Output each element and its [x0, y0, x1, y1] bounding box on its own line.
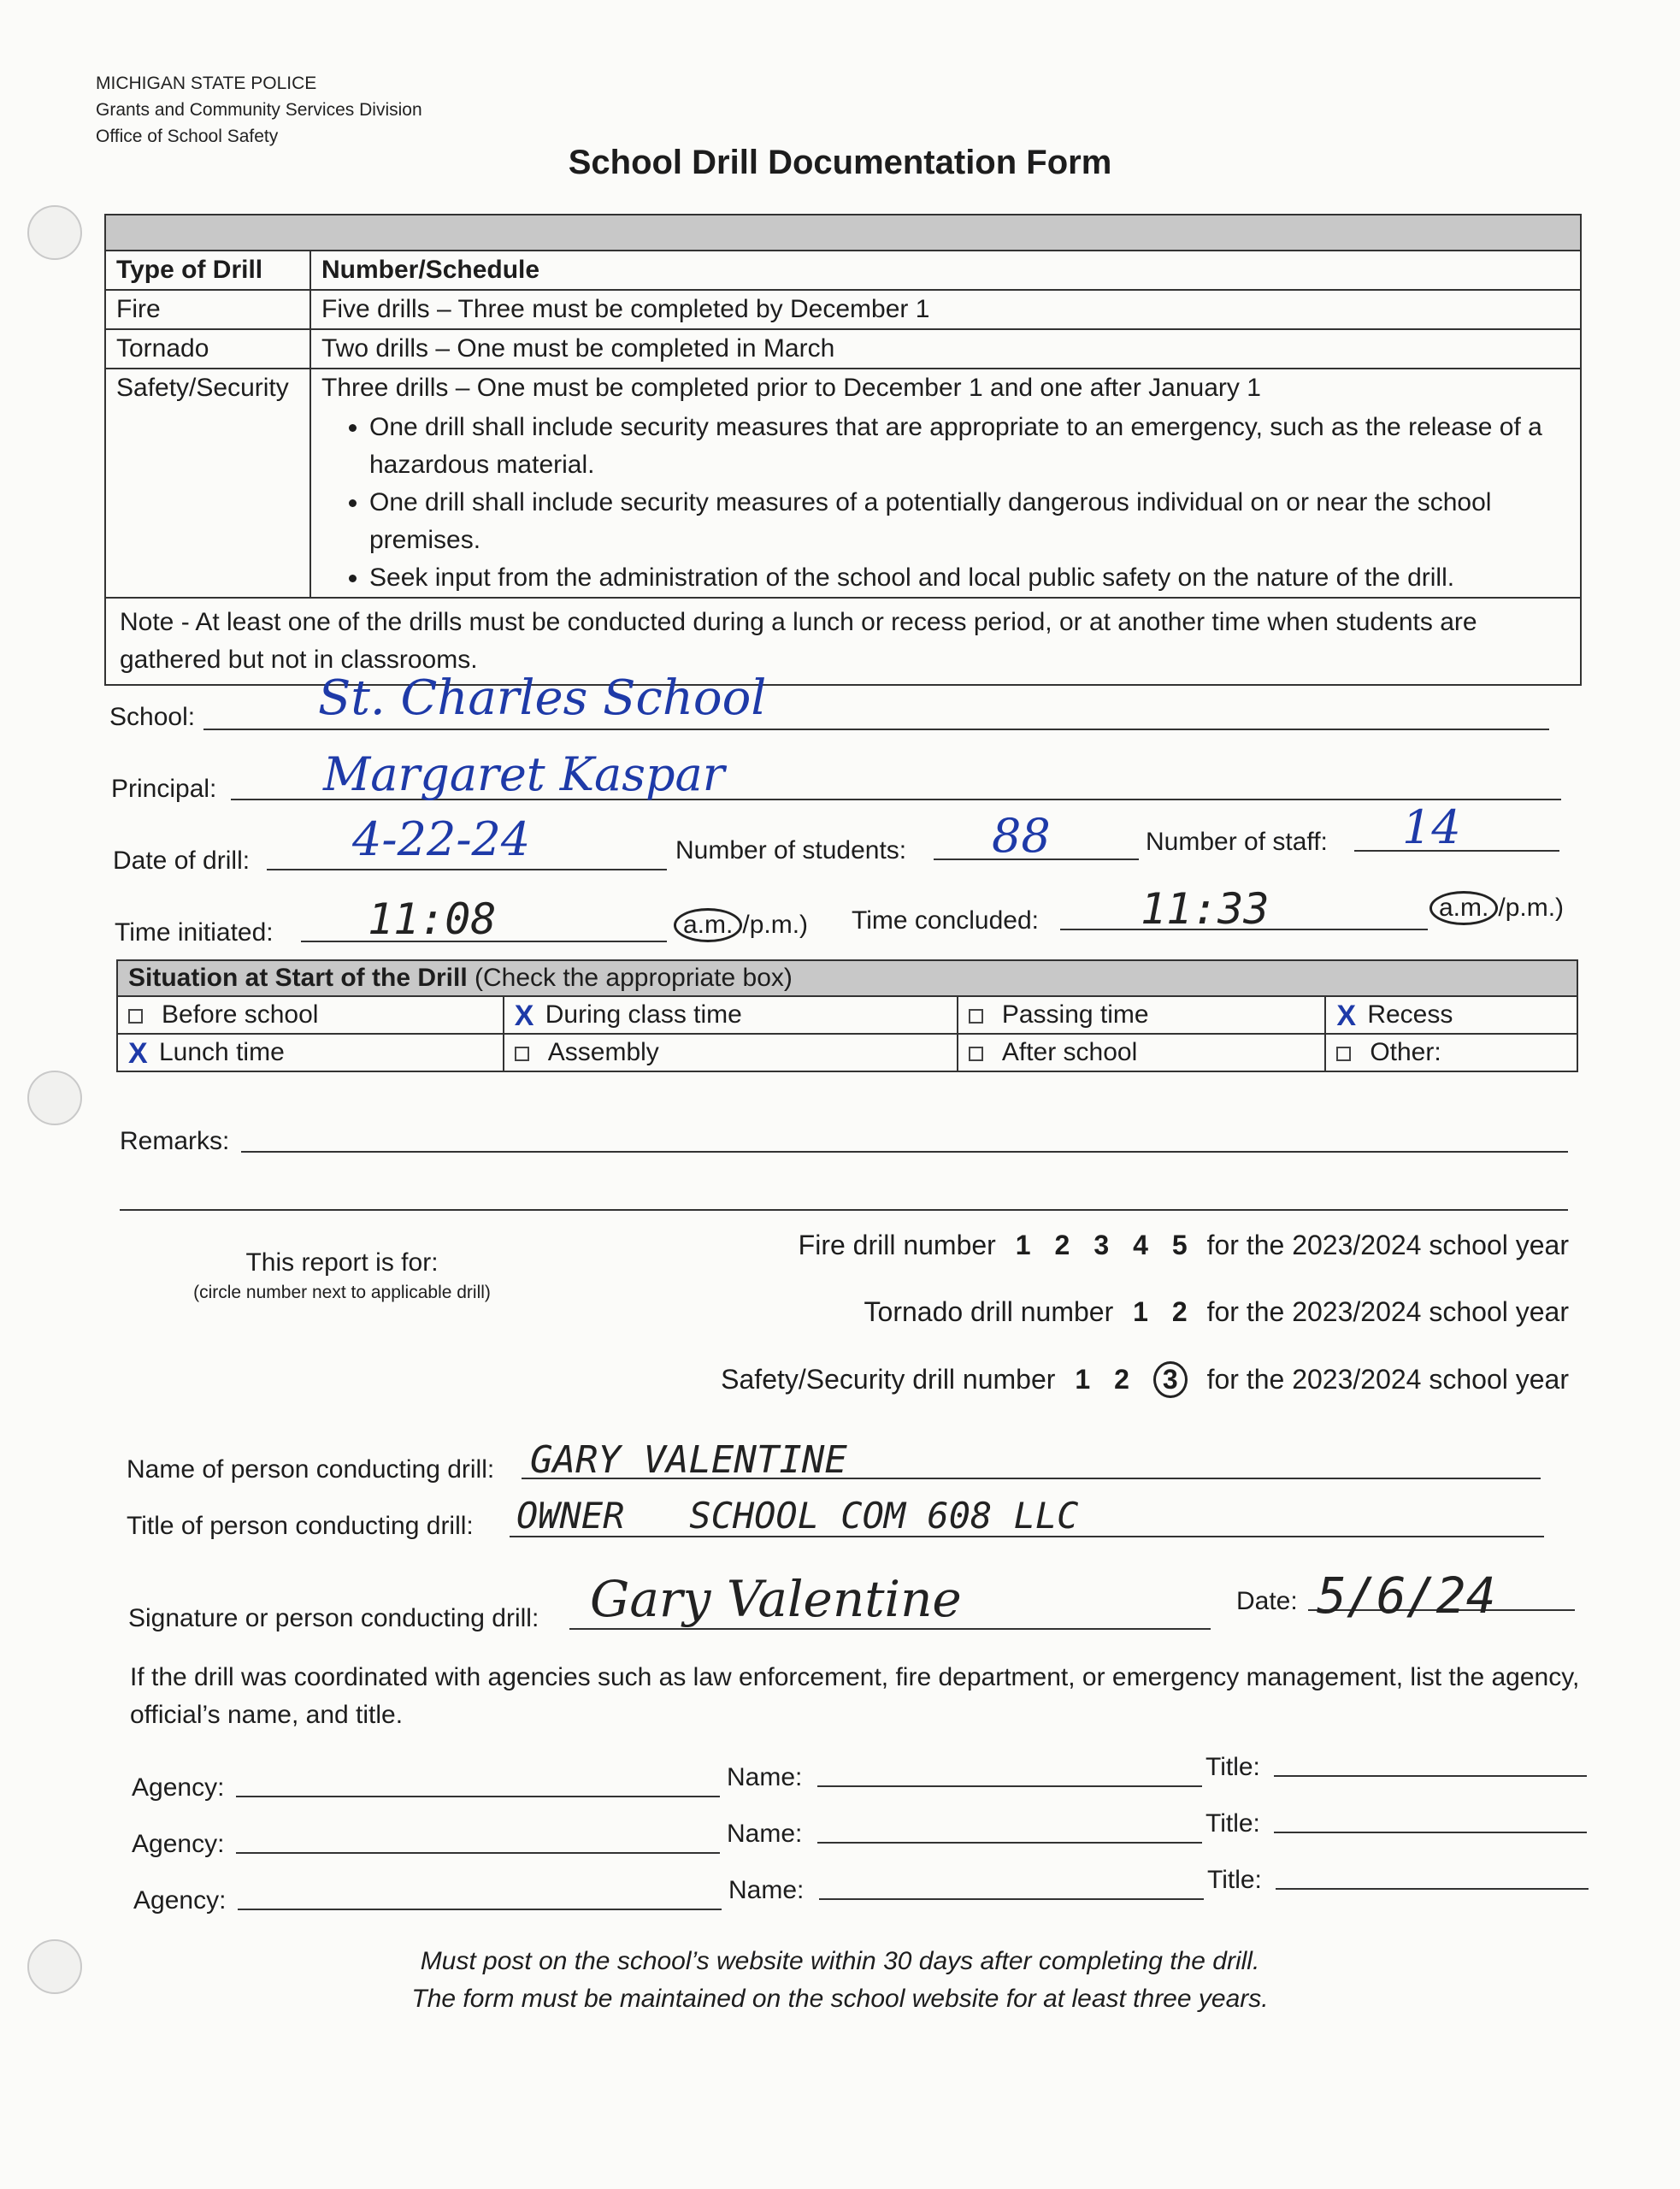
title-line-2[interactable]: [1274, 1832, 1587, 1833]
table-row: [105, 369, 1581, 598]
punch-hole-top: [27, 205, 82, 260]
school-label: School:: [109, 703, 196, 731]
agency-line-2[interactable]: [236, 1852, 720, 1854]
conductor-name-label: Name of person conducting drill:: [127, 1455, 495, 1484]
drill-type: Safety/Security: [105, 369, 310, 598]
am-circled[interactable]: a.m.: [674, 908, 742, 942]
fire-drill-row: Fire drill number 1 2 3 4 5 for the 2023/2024 school year: [798, 1230, 1569, 1260]
option-recess[interactable]: X Recess: [1325, 996, 1577, 1034]
safety-num-2[interactable]: 2: [1114, 1364, 1129, 1395]
option-passing-time[interactable]: Passing time: [958, 996, 1325, 1034]
fire-num-3[interactable]: 3: [1093, 1230, 1110, 1260]
remarks-line-1[interactable]: [241, 1151, 1568, 1153]
fire-num-5[interactable]: 5: [1171, 1230, 1188, 1260]
fire-num-2[interactable]: 2: [1054, 1230, 1070, 1260]
checkbox-checked-icon[interactable]: X: [514, 1000, 534, 1033]
bullet-item: • One drill shall include security measures that are appropriate to an emergency, such as the release of a hazardous material.: [369, 409, 1570, 484]
title-label-3: Title:: [1207, 1866, 1262, 1894]
option-lunch-time[interactable]: X Lunch time: [117, 1034, 504, 1071]
title-label-1: Title:: [1205, 1753, 1260, 1781]
form-title: School Drill Documentation Form: [568, 144, 1112, 181]
drill-type: Fire: [105, 290, 310, 329]
safety-drill-row: Safety/Security drill number 1 2 3 for the 2023/2024 school year: [721, 1361, 1569, 1398]
date-line: [267, 869, 667, 870]
drill-schedule: Five drills – Three must be completed by December 1: [310, 290, 1581, 329]
agency-label-1: Agency:: [132, 1773, 225, 1802]
drill-schedule: Two drills – One must be completed in March: [310, 329, 1581, 369]
agency-label-3: Agency:: [133, 1886, 227, 1915]
punch-hole-middle: [27, 1071, 82, 1125]
situation-note: (Check the appropriate box): [475, 964, 793, 992]
name-label-1: Name:: [727, 1763, 803, 1791]
agency-label-2: Agency:: [132, 1830, 225, 1858]
table-row: [105, 329, 1581, 369]
conductor-title-value[interactable]: OWNER SCHOOL COM 608 LLC: [516, 1495, 1079, 1537]
time-concluded-value[interactable]: 11:33: [1141, 884, 1270, 934]
safety-num-3-circled[interactable]: 3: [1153, 1361, 1188, 1398]
checkbox-empty-icon[interactable]: [515, 1047, 529, 1061]
school-line: [203, 729, 1549, 730]
tornado-num-2[interactable]: 2: [1171, 1296, 1188, 1327]
am-circled[interactable]: a.m.: [1429, 891, 1498, 925]
report-for-note: (circle number next to applicable drill): [193, 1283, 491, 1302]
bullet-item: • Seek input from the administration of the school and local public safety on the nature of the drill.: [369, 559, 1570, 597]
agency-line-3: Office of School Safety: [96, 127, 279, 146]
conductor-title-label: Title of person conducting drill:: [127, 1512, 474, 1540]
situation-table: [116, 959, 1578, 1072]
staff-value[interactable]: 14: [1402, 800, 1461, 854]
fire-num-4[interactable]: 4: [1133, 1230, 1148, 1260]
footer-line-2: The form must be maintained on the school website for at least three years.: [411, 1985, 1269, 2013]
signature-line: [569, 1628, 1211, 1630]
option-assembly[interactable]: Assembly: [504, 1034, 958, 1071]
title-line-1[interactable]: [1274, 1775, 1587, 1777]
tornado-num-1[interactable]: 1: [1133, 1296, 1148, 1327]
checkbox-empty-icon[interactable]: [969, 1009, 983, 1024]
title-line-3[interactable]: [1276, 1888, 1589, 1890]
conductor-name-value[interactable]: GARY VALENTINE: [530, 1438, 847, 1482]
name-line-2[interactable]: [817, 1842, 1202, 1844]
pm-option[interactable]: /p.m.): [1498, 894, 1565, 922]
checkbox-checked-icon[interactable]: X: [1336, 1000, 1357, 1033]
agency-line-1[interactable]: [236, 1796, 720, 1797]
drill-schedule: Three drills – One must be completed prior to December 1 and one after January 1: [321, 374, 1261, 402]
situation-header: Situation at Start of the Drill: [128, 964, 468, 992]
sign-date-value[interactable]: 5/6/24: [1317, 1567, 1496, 1625]
sign-date-label: Date:: [1236, 1587, 1298, 1615]
title-label-2: Title:: [1205, 1809, 1260, 1838]
report-for: [145, 1248, 539, 1303]
option-other[interactable]: Other:: [1325, 1034, 1577, 1071]
table-row: [105, 290, 1581, 329]
checkbox-empty-icon[interactable]: [128, 1009, 143, 1024]
coordination-text: If the drill was coordinated with agencies such as law enforcement, fire department, or emergency management, list the agency, official’s name, and title.: [130, 1663, 1580, 1729]
drill-type: Tornado: [105, 329, 310, 369]
pm-option[interactable]: /p.m.): [742, 911, 809, 939]
col-type-of-drill: Type of Drill: [105, 251, 310, 290]
principal-label: Principal:: [111, 775, 217, 803]
option-after-school[interactable]: After school: [958, 1034, 1325, 1071]
name-label-3: Name:: [728, 1876, 805, 1904]
option-during-class[interactable]: X During class time: [504, 996, 958, 1034]
remarks-label: Remarks:: [120, 1127, 230, 1155]
agency-line-1: MICHIGAN STATE POLICE: [96, 74, 317, 93]
tornado-drill-row: Tornado drill number 1 2 for the 2023/2024 school year: [864, 1296, 1569, 1327]
time-initiated-label: Time initiated:: [115, 918, 274, 947]
checkbox-empty-icon[interactable]: [969, 1047, 983, 1061]
staff-label: Number of staff:: [1146, 828, 1328, 856]
name-line-3[interactable]: [819, 1898, 1204, 1900]
drill-schedule-table: [104, 214, 1582, 686]
school-value[interactable]: St. Charles School: [318, 670, 767, 726]
col-number-schedule: Number/Schedule: [310, 251, 1581, 290]
checkbox-empty-icon[interactable]: [1336, 1047, 1351, 1061]
remarks-line-2[interactable]: [120, 1209, 1568, 1211]
note: Note - At least one of the drills must be conducted during a lunch or recess period, or at another time when students are gathered but not in classrooms.: [105, 598, 1581, 685]
ampm-initiated: [674, 908, 808, 942]
report-for-label: This report is for:: [245, 1248, 439, 1277]
checkbox-checked-icon[interactable]: X: [128, 1037, 148, 1071]
time-concluded-label: Time concluded:: [852, 906, 1039, 935]
agency-line-3[interactable]: [238, 1909, 722, 1910]
students-label: Number of students:: [675, 836, 907, 864]
bullet-item: • One drill shall include security measures of a potentially dangerous individual on or near the school premises.: [369, 484, 1570, 559]
name-label-2: Name:: [727, 1820, 803, 1848]
date-label: Date of drill:: [113, 847, 251, 875]
agency-line-2: Grants and Community Services Division: [96, 100, 422, 120]
safety-bullets: [321, 409, 1570, 597]
date-value[interactable]: 4-22-24: [352, 812, 531, 866]
signature-value[interactable]: Gary Valentine: [590, 1570, 962, 1628]
principal-value[interactable]: Margaret Kaspar: [323, 747, 725, 801]
option-before-school[interactable]: Before school: [117, 996, 504, 1034]
footer-note: [0, 1943, 1680, 2018]
fire-num-1[interactable]: 1: [1015, 1230, 1031, 1260]
time-initiated-value[interactable]: 11:08: [368, 894, 497, 944]
name-line-1[interactable]: [817, 1785, 1202, 1787]
signature-label: Signature or person conducting drill:: [128, 1604, 539, 1632]
footer-line-1: Must post on the school’s website within 30 days after completing the drill.: [420, 1947, 1260, 1975]
students-value[interactable]: 88: [992, 809, 1051, 863]
agency-header: [96, 70, 422, 150]
safety-num-1[interactable]: 1: [1075, 1364, 1091, 1395]
ampm-concluded: [1429, 891, 1564, 925]
